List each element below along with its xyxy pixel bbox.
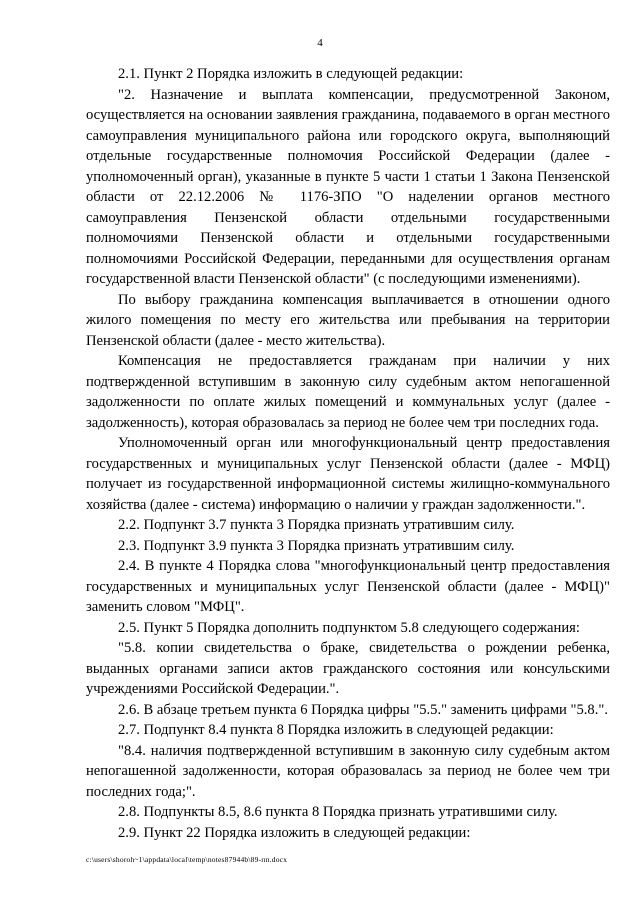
paragraph-point-2-text: "2. Назначение и выплата компенсации, предусмотренной Законом, осуществляется на основании заявления гражданина, подаваемого в орган местного самоуправления муниципального района или городского округа, выполняющий отдельные государственные полномочия Российской Федерации (далее - уполномоченный орган), указанные в пункте 5 части 1 статьи 1 Закона Пензенской области от 22.12.2006 № 1176-ЗПО "О наделении органов местного самоуправления Пензенской области отдельными государственными полномочиями Пензенской области и отдельными государственными полномочиями Российской Федерации, переданными для осуществления органам государственной власти Пензенской области" (с последующими изменениями). [86,86,610,287]
paragraph-2-3: 2.3. Подпункт 3.9 пункта 3 Порядка признать утратившим силу. [118,537,515,554]
page-number: 4 [317,37,323,49]
paragraph-2-2: 2.2. Подпункт 3.7 пункта 3 Порядка признать утратившим силу. [118,517,515,533]
paragraph-8-4-text: "8.4. наличия подтвержденной вступившим в законную силу судебным актом непогашенной задолженности, которая образовалась за период не более чем три последних года;". [86,742,610,800]
paragraph-5-8-text: "5.8. копии свидетельства о браке, свидетельства о рождении ребенка, выданных органами записи актов гражданского состояния или консульскими учреждениями Российской Федерации.". [86,640,610,697]
paragraph-2-5: 2.5. Пункт 5 Порядка дополнить подпунктом 5.8 следующего содержания: [118,619,580,636]
paragraph-2-1: 2.1. Пункт 2 Порядка изложить в следующей редакции: [118,66,464,82]
paragraph-2-9: 2.9. Пункт 22 Порядка изложить в следующей редакции: [118,824,471,841]
paragraph-mfc-system: Уполномоченный орган или многофункциональный центр предоставления государственных и муниципальных услуг Пензенской области (далее - МФЦ) получает из государственной информационной системы жилищно-коммунального хозяйства (далее - система) информацию о наличии у граждан задолженности.". [86,435,610,513]
paragraph-2-7: 2.7. Подпункт 8.4 пункта 8 Порядка изложить в следующей редакции: [118,722,554,738]
paragraph-residence-choice: По выбору гражданина компенсация выплачивается в отношении одного жилого помещения по месту его жительства или пребывания на территории Пензенской области (далее - место жительства). [86,291,610,349]
paragraph-2-4: 2.4. В пункте 4 Порядка слова "многофункциональный центр предоставления государственных и муниципальных услуг Пензенской области (далее - МФЦ)" заменить словом "МФЦ". [86,558,610,615]
document-body [86,64,610,843]
paragraph-debt-condition: Компенсация не предоставляется гражданам при наличии у них подтвержденной вступившим в законную силу судебным актом непогашенной задолженности по оплате жилых помещений и коммунальных услуг (далее - задолженность), которая образовалась за период не более чем три последних года. [86,353,610,431]
paragraph-2-8: 2.8. Подпункты 8.5, 8.6 пункта 8 Порядка признать утратившими силу. [118,804,558,820]
paragraph-2-6: 2.6. В абзаце третьем пункта 6 Порядка цифры "5.5." заменить цифрами "5.8.". [118,701,608,718]
file-path-footer: c:\users\shoroh~1\appdata\local\temp\notes87944b\89-пп.docx [86,855,288,864]
